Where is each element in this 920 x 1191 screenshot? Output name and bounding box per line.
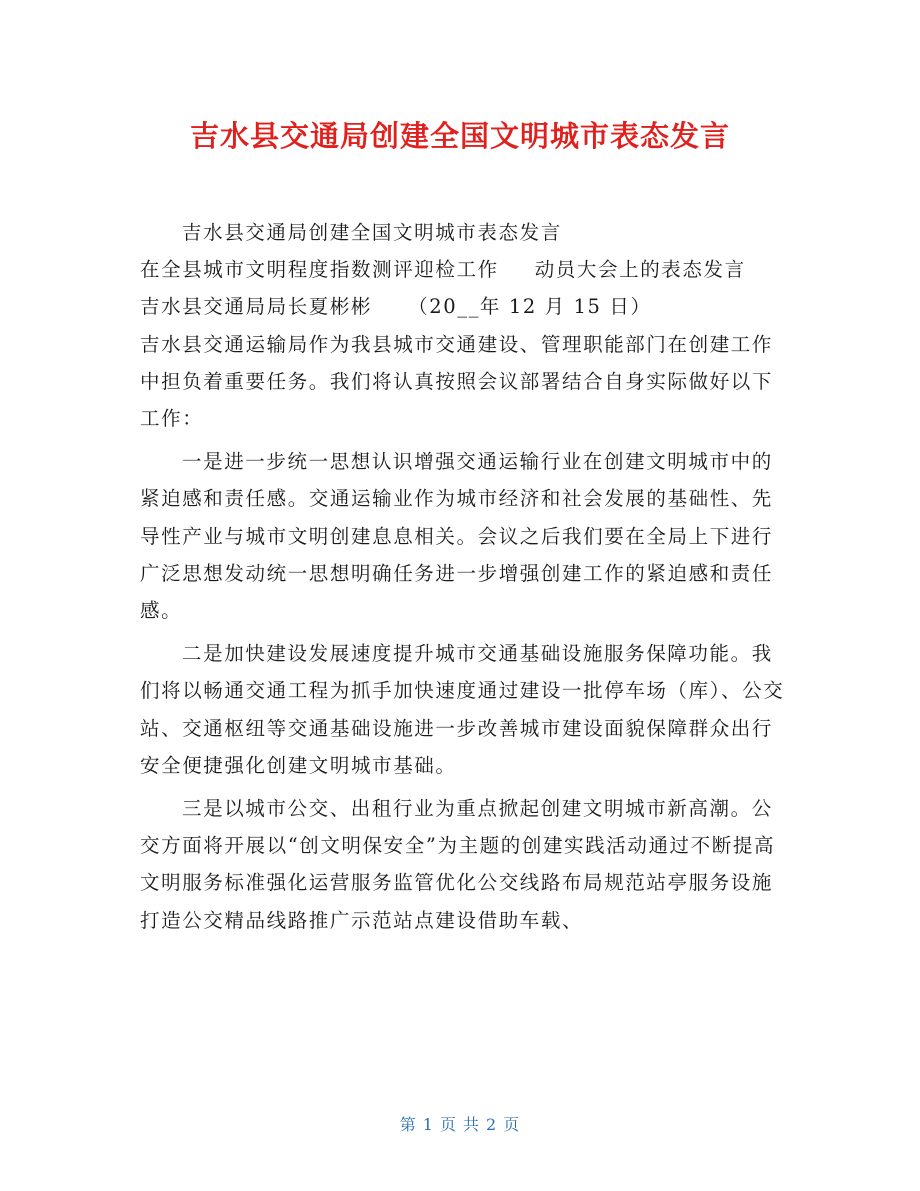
speech-date: （20__年 12 月 15 日）: [408, 295, 652, 319]
meeting-line-part-1: 在全县城市文明程度指数测评迎检工作: [140, 258, 499, 282]
paragraph-point-1: 一是进一步统一思想认识增强交通运输行业在创建文明城市中的紧迫感和责任感。交通运输业作为城市经济和社会发展的基础性、先导性产业与城市文明创建息息相关。会议之后我们要在全局上下进行广泛思想发动统一思想明确任务进一步增强创建工作的紧迫感和责任感。: [140, 450, 774, 623]
footer-page-total: 2: [486, 1115, 498, 1134]
footer-page-unit: 页: [439, 1115, 457, 1134]
speaker-name: 吉水县交通局局长夏彬彬: [140, 295, 373, 319]
document-body: [140, 214, 790, 939]
footer-page-current: 1: [422, 1115, 434, 1134]
speaker-line: [140, 288, 790, 325]
footer-total-unit: 页: [503, 1115, 521, 1134]
meeting-line-part-2: 动员大会上的表态发言: [534, 258, 746, 282]
document-title: 吉水县交通局创建全国文明城市表态发言: [189, 119, 730, 153]
paragraph-point-2: 二是加快建设发展速度提升城市交通基础设施服务保障功能。我们将以畅通交通工程为抓手加快速度通过建设一批停车场（库）、公交站、交通枢纽等交通基础设施进一步改善城市建设面貌保障群众出行安全便捷强化创建文明城市基础。: [140, 642, 785, 777]
meeting-line: [140, 251, 790, 288]
footer-total-label: 共: [463, 1115, 481, 1134]
paragraph-intro: 吉水县交通运输局作为我县城市交通建设、管理职能部门在创建工作中担负着重要任务。我们将认真按照会议部署结合自身实际做好以下工作：: [140, 332, 774, 431]
paragraph-point-3: 三是以城市公交、出租行业为重点掀起创建文明城市新高潮。公交方面将开展以“创文明保安全”为主题的创建实践活动通过不断提高文明服务标准强化运营服务监管优化公交线路布局规范站亭服务设施打造公交精品线路推广示范站点建设借助车载、: [140, 797, 776, 932]
subtitle-line: 吉水县交通局创建全国文明城市表态发言: [182, 221, 562, 244]
footer-page-label: 第: [399, 1115, 417, 1134]
page-footer: [0, 1112, 920, 1135]
